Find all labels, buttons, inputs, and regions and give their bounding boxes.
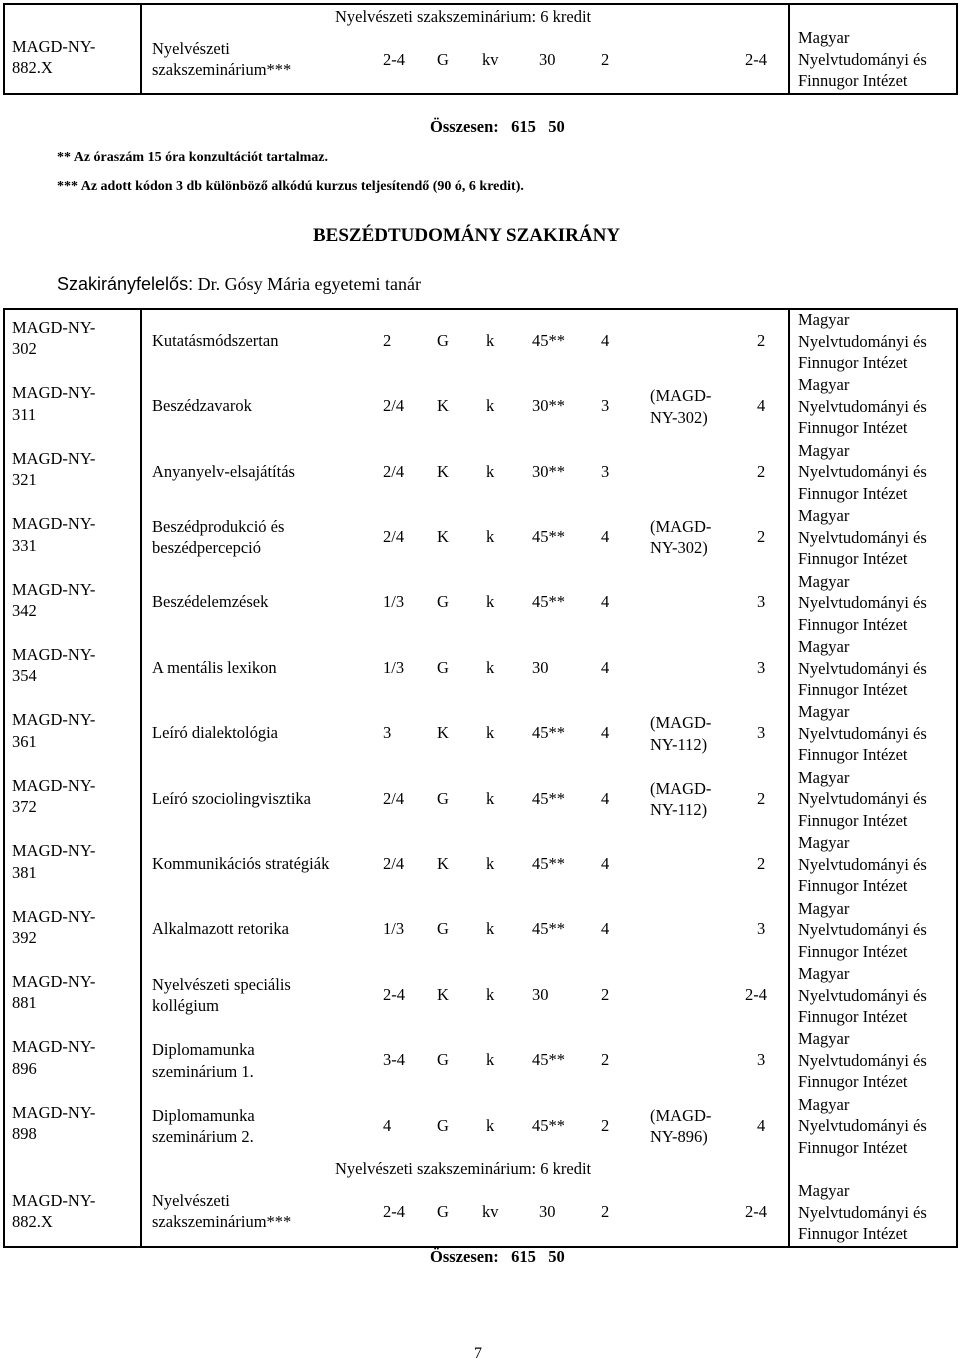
course-title: Anyanyelv-elsajátítás <box>152 461 295 481</box>
institute: Magyar Nyelvtudományi és Finnugor Intézet <box>798 964 927 1026</box>
course-type: G <box>437 1050 449 1070</box>
semester: 2/4 <box>383 461 405 481</box>
recommended-semester: 2 <box>757 788 766 808</box>
course-code: MAGD-NY- 302 <box>12 318 96 359</box>
course-type: G <box>437 657 449 677</box>
assessment-form: k <box>486 592 495 612</box>
course-title: Kommunikációs stratégiák <box>152 853 330 873</box>
prerequisite: (MAGD- NY-112) <box>650 778 712 819</box>
institute: Magyar Nyelvtudományi és Finnugor Intézet <box>798 310 927 372</box>
assessment-form: k <box>486 1115 495 1135</box>
semester: 3-4 <box>383 1050 405 1070</box>
course-type: G <box>437 1115 449 1135</box>
rule <box>140 308 142 1248</box>
course-type: G <box>437 788 449 808</box>
institute: Magyar Nyelvtudományi és Finnugor Intézet <box>798 571 927 634</box>
hours: 45** <box>532 919 565 939</box>
semester: 2 <box>383 330 392 350</box>
rule <box>956 308 958 1248</box>
rule <box>3 308 5 1248</box>
recommended-semester: 4 <box>757 396 766 416</box>
course-title: Diplomamunka szeminárium 1. <box>152 1040 255 1081</box>
credits: 3 <box>601 461 610 481</box>
recommended-semester: 2-4 <box>745 50 767 69</box>
hours: 30** <box>532 396 565 416</box>
assessment-form: kv <box>482 50 499 69</box>
institute: Magyar Nyelvtudományi és Finnugor Intézet <box>798 1029 927 1092</box>
rule <box>3 3 958 5</box>
course-code: MAGD-NY- 354 <box>12 645 96 686</box>
subheader: Nyelvészeti szakszeminárium: 6 kredit <box>335 1159 592 1178</box>
course-code: MAGD-NY- 898 <box>12 1102 96 1144</box>
credits: 2 <box>601 50 610 69</box>
semester: 2/4 <box>383 853 405 873</box>
course-type: K <box>437 526 449 546</box>
semester: 2-4 <box>383 50 405 69</box>
course-title: Beszédprodukció és beszédpercepció <box>152 516 285 558</box>
recommended-semester: 3 <box>757 592 766 612</box>
recommended-semester: 3 <box>757 919 766 939</box>
course-type: K <box>437 853 449 873</box>
recommended-semester: 3 <box>757 1050 766 1070</box>
course-code: MAGD-NY- 372 <box>12 775 96 817</box>
prerequisite: (MAGD- NY-896) <box>650 1105 712 1146</box>
footnote: *** Az adott kódon 3 db különböző alkódú kurzus teljesítendő (90 ó, 6 kredit). <box>57 179 524 194</box>
course-type: K <box>437 461 449 481</box>
institute: Magyar Nyelvtudományi és Finnugor Intézet <box>798 898 927 961</box>
recommended-semester: 3 <box>757 657 766 677</box>
course-code: MAGD-NY- 882.X <box>12 37 96 78</box>
rule <box>140 3 142 95</box>
recommended-semester: 2-4 <box>745 984 767 1004</box>
hours: 30** <box>532 461 565 481</box>
semester: 1/3 <box>383 657 405 677</box>
assessment-form: k <box>486 1050 495 1070</box>
total-row: Összesen: 615 50 <box>430 117 565 136</box>
credits: 4 <box>601 330 610 350</box>
section-responsible: Szakirányfelelős: Dr. Gósy Mária egyetemi tanár <box>57 274 422 294</box>
institute: Magyar Nyelvtudományi és Finnugor Intézet <box>798 1181 927 1243</box>
footnote: ** Az óraszám 15 óra konzultációt tartalmaz. <box>57 150 328 165</box>
assessment-form: k <box>486 919 495 939</box>
course-title: Beszédzavarok <box>152 396 252 416</box>
recommended-semester: 3 <box>757 723 766 743</box>
credits: 2 <box>601 1050 610 1070</box>
total-row: Összesen: 615 50 <box>430 1247 565 1266</box>
semester: 4 <box>383 1115 392 1135</box>
subheader: Nyelvészeti szakszeminárium: 6 kredit <box>335 7 592 26</box>
semester: 2/4 <box>383 526 405 546</box>
course-type: G <box>437 50 449 69</box>
course-type: G <box>437 1202 449 1221</box>
credits: 4 <box>601 723 610 743</box>
course-type: G <box>437 919 449 939</box>
institute: Magyar Nyelvtudományi és Finnugor Intézet <box>798 506 927 569</box>
prerequisite: (MAGD- NY-302) <box>650 516 712 558</box>
recommended-semester: 2 <box>757 853 766 873</box>
hours: 30 <box>539 50 556 69</box>
assessment-form: k <box>486 723 495 743</box>
semester: 1/3 <box>383 592 405 612</box>
course-type: K <box>437 396 449 416</box>
course-title: Kutatásmódszertan <box>152 330 279 350</box>
assessment-form: k <box>486 853 495 873</box>
institute: Magyar Nyelvtudományi és Finnugor Intézet <box>798 637 927 699</box>
institute: Magyar Nyelvtudományi és Finnugor Intézet <box>798 28 927 90</box>
institute: Magyar Nyelvtudományi és Finnugor Intézet <box>798 440 927 503</box>
semester: 3 <box>383 723 392 743</box>
semester: 2/4 <box>383 788 405 808</box>
hours: 45** <box>532 853 565 873</box>
credits: 4 <box>601 592 610 612</box>
course-title: Leíró szociolingvisztika <box>152 788 311 808</box>
course-title: Nyelvészeti speciális kollégium <box>152 974 291 1016</box>
hours: 45** <box>532 1050 565 1070</box>
recommended-semester: 2 <box>757 330 766 350</box>
course-title: Nyelvészeti szakszeminárium*** <box>152 1191 292 1232</box>
credits: 4 <box>601 853 610 873</box>
assessment-form: k <box>486 788 495 808</box>
course-code: MAGD-NY- 882.X <box>12 1191 96 1232</box>
credits: 2 <box>601 1115 610 1135</box>
recommended-semester: 4 <box>757 1115 766 1135</box>
course-title: A mentális lexikon <box>152 657 277 677</box>
course-code: MAGD-NY- 311 <box>12 383 96 424</box>
course-title: Nyelvészeti szakszeminárium*** <box>152 39 292 80</box>
rule <box>788 308 790 1248</box>
course-type: G <box>437 330 449 350</box>
course-code: MAGD-NY- 361 <box>12 710 96 751</box>
course-title: Beszédelemzések <box>152 592 269 612</box>
recommended-semester: 2 <box>757 461 766 481</box>
course-code: MAGD-NY- 881 <box>12 972 96 1013</box>
course-title: Leíró dialektológia <box>152 723 278 743</box>
course-type: K <box>437 723 449 743</box>
rule <box>3 3 5 95</box>
hours: 45** <box>532 788 565 808</box>
course-code: MAGD-NY- 342 <box>12 579 96 621</box>
rule <box>956 3 958 95</box>
course-code: MAGD-NY- 896 <box>12 1037 96 1078</box>
credits: 3 <box>601 396 610 416</box>
hours: 45** <box>532 592 565 612</box>
assessment-form: k <box>486 657 495 677</box>
semester: 1/3 <box>383 919 405 939</box>
hours: 30 <box>539 1202 556 1221</box>
rule <box>788 3 790 95</box>
institute: Magyar Nyelvtudományi és Finnugor Intézet <box>798 833 927 896</box>
page-number: 7 <box>474 1345 482 1362</box>
assessment-form: k <box>486 984 495 1004</box>
assessment-form: k <box>486 330 495 350</box>
hours: 45** <box>532 330 565 350</box>
credits: 2 <box>601 1202 610 1221</box>
recommended-semester: 2 <box>757 526 766 546</box>
credits: 4 <box>601 788 610 808</box>
hours: 45** <box>532 723 565 743</box>
credits: 2 <box>601 984 610 1004</box>
assessment-form: k <box>486 461 495 481</box>
institute: Magyar Nyelvtudományi és Finnugor Intézet <box>798 1094 927 1157</box>
prerequisite: (MAGD- NY-112) <box>650 713 712 754</box>
institute: Magyar Nyelvtudományi és Finnugor Intézet <box>798 767 927 830</box>
course-type: G <box>437 592 449 612</box>
semester: 2-4 <box>383 1202 405 1221</box>
credits: 4 <box>601 657 610 677</box>
recommended-semester: 2-4 <box>745 1202 767 1221</box>
rule <box>3 93 958 95</box>
semester: 2/4 <box>383 396 405 416</box>
hours: 45** <box>532 526 565 546</box>
course-code: MAGD-NY- 321 <box>12 448 96 490</box>
assessment-form: k <box>486 526 495 546</box>
course-code: MAGD-NY- 381 <box>12 841 96 882</box>
course-title: Alkalmazott retorika <box>152 919 289 939</box>
course-code: MAGD-NY- 392 <box>12 906 96 948</box>
institute: Magyar Nyelvtudományi és Finnugor Intézet <box>798 375 927 438</box>
hours: 45** <box>532 1115 565 1135</box>
hours: 30 <box>532 984 549 1004</box>
course-code: MAGD-NY- 331 <box>12 514 96 555</box>
credits: 4 <box>601 526 610 546</box>
credits: 4 <box>601 919 610 939</box>
assessment-form: kv <box>482 1202 499 1221</box>
institute: Magyar Nyelvtudományi és Finnugor Intézet <box>798 702 927 765</box>
assessment-form: k <box>486 396 495 416</box>
prerequisite: (MAGD- NY-302) <box>650 386 712 427</box>
hours: 30 <box>532 657 549 677</box>
course-title: Diplomamunka szeminárium 2. <box>152 1105 255 1146</box>
semester: 2-4 <box>383 984 405 1004</box>
section-title: BESZÉDTUDOMÁNY SZAKIRÁNY <box>313 225 621 246</box>
course-type: K <box>437 984 449 1004</box>
